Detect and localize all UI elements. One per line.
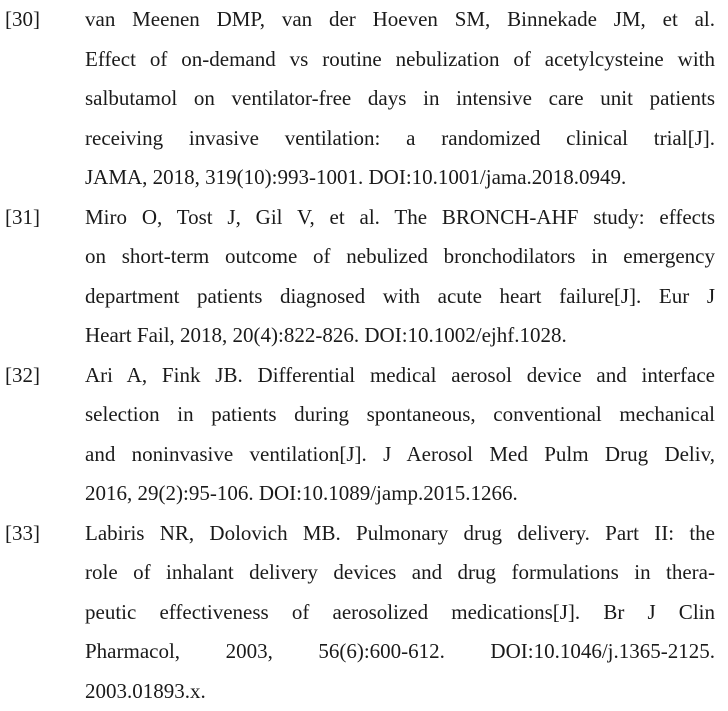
reference-item bbox=[0, 198, 728, 356]
reference-line: role of inhalant delivery devices and drug formulations in thera- bbox=[85, 553, 715, 593]
reference-line: selection in patients during spontaneous, conventional mechanical bbox=[85, 395, 715, 435]
reference-line: receiving invasive ventilation: a randomized clinical trial[J]. bbox=[85, 119, 715, 159]
reference-line: Labiris NR, Dolovich MB. Pulmonary drug delivery. Part II: the bbox=[85, 514, 715, 554]
reference-text bbox=[85, 356, 715, 514]
reference-item bbox=[0, 0, 728, 198]
reference-line: Heart Fail, 2018, 20(4):822-826. DOI:10.1002/ejhf.1028. bbox=[85, 316, 715, 356]
reference-text bbox=[85, 198, 715, 356]
reference-line: Miro O, Tost J, Gil V, et al. The BRONCH-AHF study: effects bbox=[85, 198, 715, 238]
reference-item bbox=[0, 514, 728, 711]
reference-number: [33] bbox=[5, 514, 40, 554]
reference-text bbox=[85, 514, 715, 711]
reference-text bbox=[85, 0, 715, 198]
reference-line: and noninvasive ventilation[J]. J Aerosol Med Pulm Drug Deliv, bbox=[85, 435, 715, 475]
reference-line: department patients diagnosed with acute heart failure[J]. Eur J bbox=[85, 277, 715, 317]
reference-line: Ari A, Fink JB. Differential medical aerosol device and interface bbox=[85, 356, 715, 396]
reference-line: peutic effectiveness of aerosolized medications[J]. Br J Clin bbox=[85, 593, 715, 633]
reference-line: 2003.01893.x. bbox=[85, 672, 715, 711]
reference-number: [31] bbox=[5, 198, 40, 238]
reference-line: van Meenen DMP, van der Hoeven SM, Binnekade JM, et al. bbox=[85, 0, 715, 40]
reference-line: salbutamol on ventilator-free days in intensive care unit patients bbox=[85, 79, 715, 119]
reference-number: [30] bbox=[5, 0, 40, 40]
reference-item bbox=[0, 356, 728, 514]
reference-line: 2016, 29(2):95-106. DOI:10.1089/jamp.2015.1266. bbox=[85, 474, 715, 514]
reference-line: on short-term outcome of nebulized bronchodilators in emergency bbox=[85, 237, 715, 277]
reference-line: Effect of on-demand vs routine nebulization of acetylcysteine with bbox=[85, 40, 715, 80]
reference-line: JAMA, 2018, 319(10):993-1001. DOI:10.1001/jama.2018.0949. bbox=[85, 158, 715, 198]
reference-line: Pharmacol, 2003, 56(6):600-612. DOI:10.1046/j.1365-2125. bbox=[85, 632, 715, 672]
reference-number: [32] bbox=[5, 356, 40, 396]
